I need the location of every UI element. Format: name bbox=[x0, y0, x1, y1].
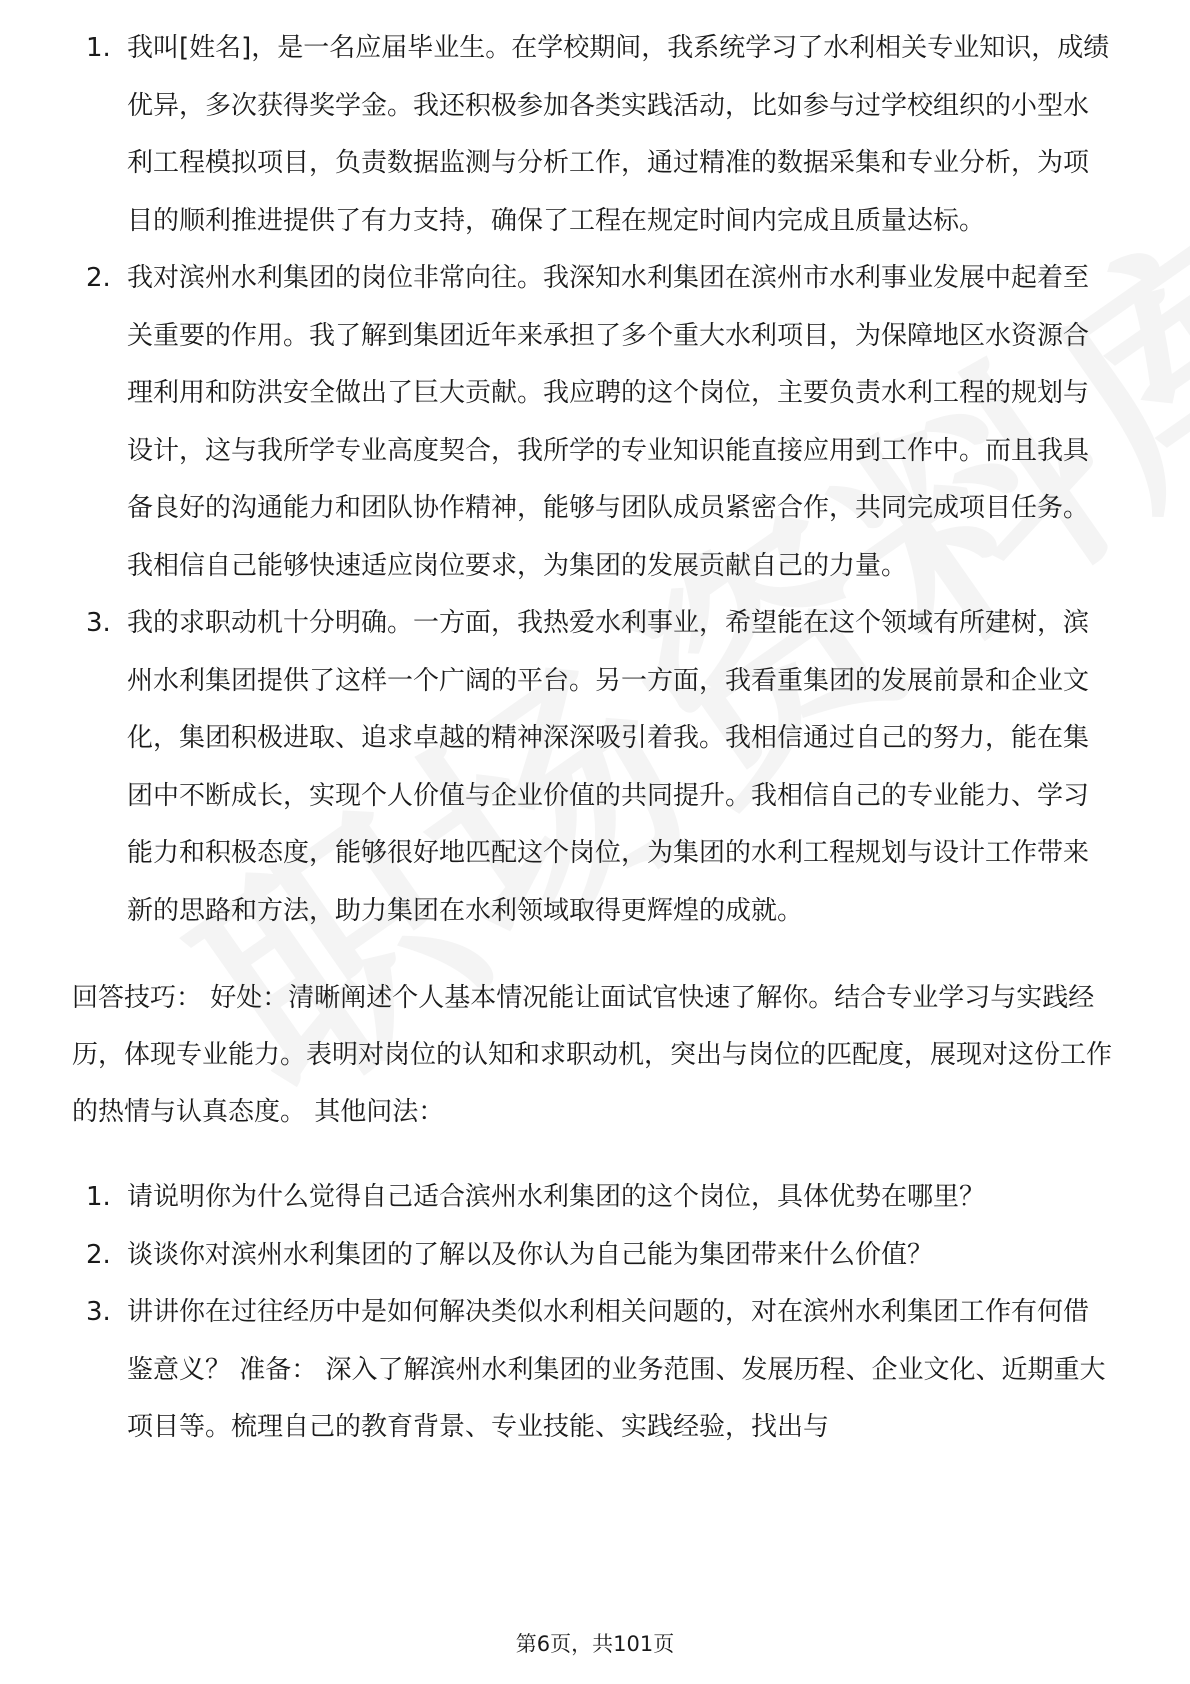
list-text: 请说明你为什么觉得自己适合滨州水利集团的这个岗位，具体优势在哪里？ bbox=[127, 1182, 986, 1212]
list-item bbox=[72, 250, 1112, 595]
list-text: 我对滨州水利集团的岗位非常向往。我深知水利集团在滨州市水利事业发展中起着至关重要的作用。我了解到集团近年来承担了多个重大水利项目，为保障地区水资源合理利用和防洪安全做出了巨大贡献。我应聘的这个岗位，主要负责水利工程的规划与设计，这与我所学专业高度契合，我所学的专业知识能直接应用到工作中。而且我具备良好的沟通能力和团队协作精神，能够与团队成员紧密合作，共同完成项目任务。我相信自己能够快速适应岗位要求，为集团的发展贡献自己的力量。 bbox=[127, 263, 1090, 581]
list-text: 讲讲你在过往经历中是如何解决类似水利相关问题的，对在滨州水利集团工作有何借鉴意义？ 准备： 深入了解滨州水利集团的业务范围、发展历程、企业文化、近期重大项目等。梳理自己的教育背景、专业技能、实践经验，找出与 bbox=[127, 1297, 1106, 1442]
page-content bbox=[72, 30, 1112, 1457]
list-item bbox=[72, 1227, 1112, 1285]
list-number: 2. bbox=[86, 1239, 111, 1270]
answer-tips-paragraph: 回答技巧： 好处：清晰阐述个人基本情况能让面试官快速了解你。结合专业学习与实践经历，体现专业能力。表明对岗位的认知和求职动机，突出与岗位的匹配度，展现对这份工作的热情与认真态度。 其他问法： bbox=[72, 983, 1113, 1127]
page-footer: 第6页，共101页 bbox=[515, 1632, 675, 1656]
list-number: 1. bbox=[86, 33, 111, 63]
list-text: 我叫[姓名]，是一名应届毕业生。在学校期间，我系统学习了水利相关专业知识，成绩优异，多次获得奖学金。我还积极参加各类实践活动，比如参与过学校组织的小型水利工程模拟项目，负责数据监测与分析工作，通过精准的数据采集和专业分析，为项目的顺利推进提供了有力支持，确保了工程在规定时间内完成且质量达标。 bbox=[127, 33, 1110, 236]
list-number: 1. bbox=[86, 1182, 111, 1212]
list-number: 3. bbox=[86, 608, 111, 638]
answer-list bbox=[72, 20, 1112, 940]
list-item bbox=[72, 20, 1112, 250]
other-questions-list bbox=[72, 1169, 1112, 1457]
list-number: 2. bbox=[86, 263, 111, 293]
list-text: 我的求职动机十分明确。一方面，我热爱水利事业，希望能在这个领域有所建树，滨州水利集团提供了这样一个广阔的平台。另一方面，我看重集团的发展前景和企业文化，集团积极进取、追求卓越的精神深深吸引着我。我相信通过自己的努力，能在集团中不断成长，实现个人价值与企业价值的共同提升。我相信自己的专业能力、学习能力和积极态度，能够很好地匹配这个岗位，为集团的水利工程规划与设计工作带来新的思路和方法，助力集团在水利领域取得更辉煌的成就。 bbox=[127, 608, 1090, 926]
list-item bbox=[72, 1169, 1112, 1227]
list-item bbox=[72, 1284, 1112, 1457]
list-text: 谈谈你对滨州水利集团的了解以及你认为自己能为集团带来什么价值？ bbox=[127, 1239, 934, 1270]
list-item bbox=[72, 595, 1112, 940]
list-number: 3. bbox=[86, 1297, 111, 1327]
